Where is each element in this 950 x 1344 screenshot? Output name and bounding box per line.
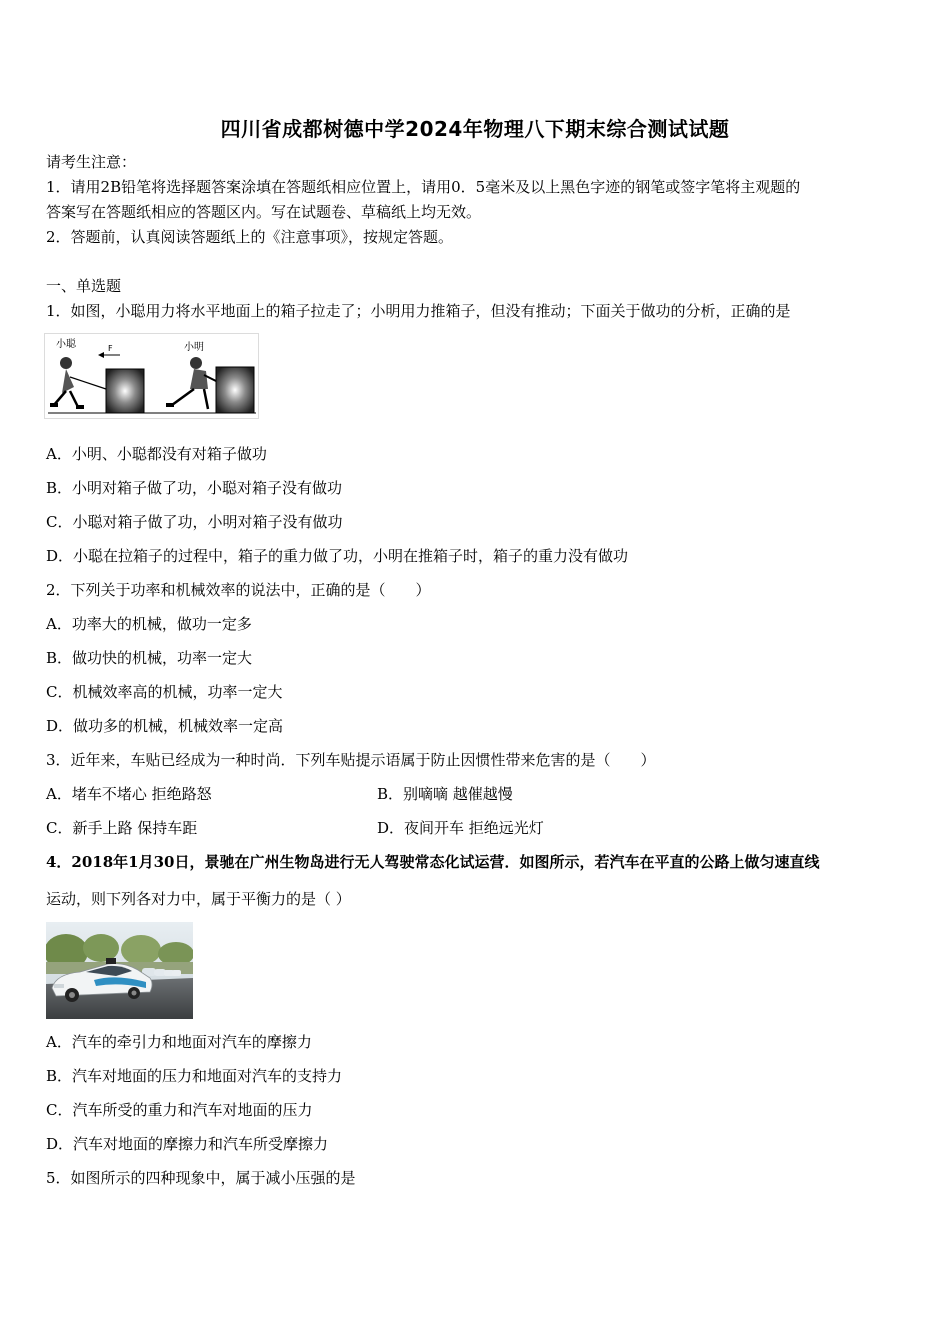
- q1-option-d: D．小聪在拉箱子的过程中，箱子的重力做了功，小明在推箱子时，箱子的重力没有做功: [46, 547, 629, 565]
- page-title: 四川省成都树德中学2024年物理八下期末综合测试试题: [220, 117, 730, 141]
- q3-option-a: A．堵车不堵心 拒绝路怒: [46, 785, 212, 803]
- notice-heading: 请考生注意：: [46, 153, 137, 171]
- q4-option-d: D．汽车对地面的摩擦力和汽车所受摩擦力: [46, 1135, 329, 1153]
- q2-option-a: A．功率大的机械，做功一定多: [46, 615, 252, 633]
- q1-figure-push-pull: [44, 333, 259, 419]
- q4-option-a: A．汽车的牵引力和地面对汽车的摩擦力: [46, 1033, 312, 1051]
- q4-stem-line-2: 运动，则下列各对力中，属于平衡力的是（ ）: [46, 890, 351, 908]
- q1-label-xiaoming: 小明: [184, 342, 204, 353]
- q1-stem: 1．如图，小聪用力将水平地面上的箱子拉走了；小明用力推箱子，但没有推动；下面关于做功的分析，正确的是: [46, 302, 791, 320]
- q1-option-c: C．小聪对箱子做了功，小明对箱子没有做功: [46, 513, 343, 531]
- q4-photo-autonomous-car: [46, 922, 193, 1019]
- q3-stem: 3．近年来，车贴已经成为一种时尚．下列车贴提示语属于防止因惯性带来危害的是（ ）: [46, 751, 656, 769]
- q2-option-d: D．做功多的机械，机械效率一定高: [46, 717, 284, 735]
- q1-label-xiaocong: 小聪: [56, 339, 76, 350]
- q1-option-b: B．小明对箱子做了功，小聪对箱子没有做功: [46, 479, 343, 497]
- q4-option-b: B．汽车对地面的压力和地面对汽车的支持力: [46, 1067, 343, 1085]
- q3-option-c: C．新手上路 保持车距: [46, 819, 198, 837]
- svg-text:F: F: [108, 344, 113, 353]
- q4-option-c: C．汽车所受的重力和汽车对地面的压力: [46, 1101, 313, 1119]
- q1-option-a: A．小明、小聪都没有对箱子做功: [46, 445, 267, 463]
- notice-item-1-cont: 答案写在答题纸相应的答题区内。写在试题卷、草稿纸上均无效。: [46, 203, 482, 221]
- q2-option-b: B．做功快的机械，功率一定大: [46, 649, 253, 667]
- section-heading: 一、单选题: [46, 277, 122, 295]
- q5-stem: 5．如图所示的四种现象中，属于减小压强的是: [46, 1169, 356, 1187]
- q2-stem: 2．下列关于功率和机械效率的说法中，正确的是（ ）: [46, 581, 431, 599]
- q4-stem-line-1: 4．2018年1月30日，景驰在广州生物岛进行无人驾驶常态化试运营．如图所示，若汽车在平直的公路上做匀速直线: [46, 853, 820, 871]
- notice-item-2: 2．答题前，认真阅读答题纸上的《注意事项》，按规定答题。: [46, 228, 454, 246]
- notice-item-1: 1．请用2B铅笔将选择题答案涂填在答题纸相应位置上，请用0．5毫米及以上黑色字迹的钢笔或签字笔将主观题的: [46, 178, 801, 196]
- q3-option-d: D．夜间开车 拒绝远光灯: [377, 819, 544, 837]
- q3-option-b: B．别嘀嘀 越催越慢: [377, 785, 513, 803]
- q2-option-c: C．机械效率高的机械，功率一定大: [46, 683, 283, 701]
